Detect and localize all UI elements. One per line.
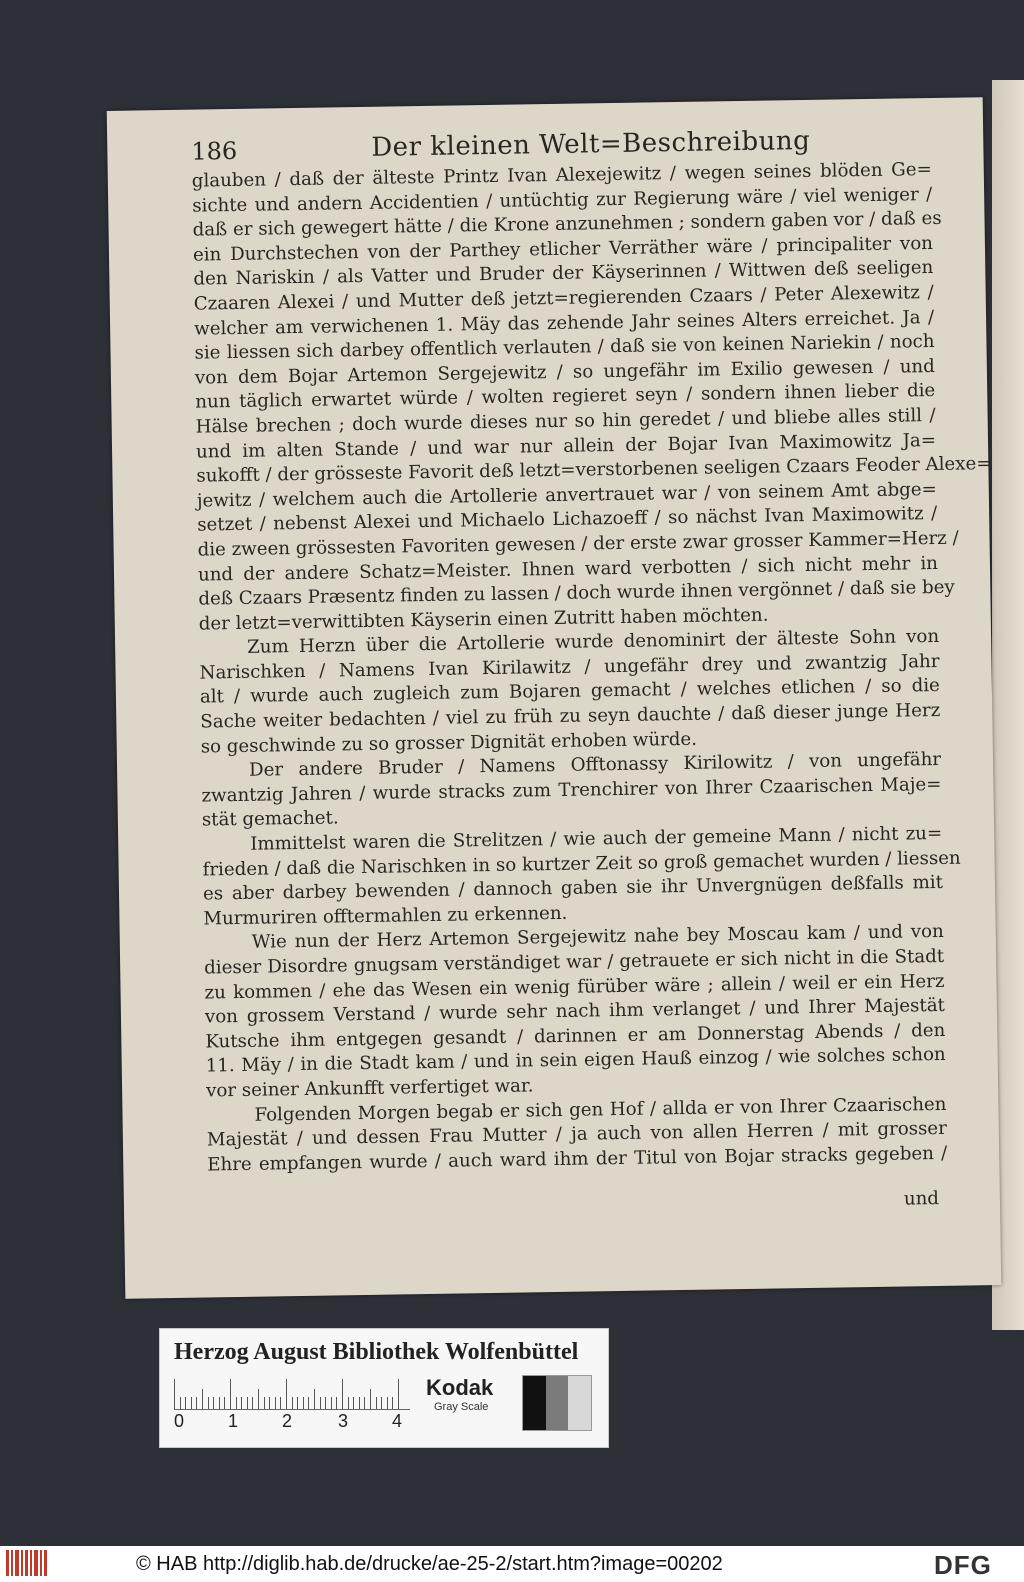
barcode-icon	[6, 1550, 48, 1576]
kodak-brand: Kodak	[426, 1375, 494, 1400]
library-color-card	[159, 1328, 609, 1448]
text-line: Sache weiter bedachten / viel zu früh zu seyn dauchte / daß dieser junge Herz	[200, 699, 941, 733]
ruler-tick	[370, 1389, 371, 1409]
ruler-tick	[219, 1397, 220, 1409]
copyright-url[interactable]: © HAB http://diglib.hab.de/drucke/ae-25-2/start.htm?image=00202	[136, 1553, 723, 1575]
ruler-tick	[252, 1397, 253, 1409]
catchword: und	[903, 1188, 940, 1210]
text-line: Kutsche ihm entgegen gesandt / darinnen er am Donnerstag Abends / den	[205, 1019, 946, 1053]
ruler-tick	[303, 1397, 304, 1409]
text-line: dieser Disordre gnugsam verständiget war / getrauete er sich nicht in die Stadt	[204, 945, 945, 979]
text-line: Hälse brechen ; doch wurde dieses nur so hin geredet / und bliebe alles still /	[195, 404, 936, 438]
ruler-tick	[224, 1397, 225, 1409]
ruler-tick	[258, 1389, 259, 1409]
gray-patch	[568, 1376, 591, 1430]
kodak-label	[426, 1375, 493, 1413]
body-text	[191, 158, 992, 1178]
text-line: nun täglich erwartet würde / wolten regieret seyn / sondern ihnen lieber die	[195, 380, 936, 413]
gray-scale-patches	[522, 1375, 592, 1431]
running-title: Der kleinen Welt=Beschreibung	[371, 125, 811, 163]
text-line: sukofft / der grösseste Favorit deß letzt=verstorbenen seeligen Czaars Feoder Alexe=	[196, 453, 992, 487]
text-line: die zween grössesten Favoriten gewesen / der erste zwar grosser Kammer=Herz /	[197, 527, 959, 561]
ruler-tick	[185, 1397, 186, 1409]
ruler-number: 2	[282, 1411, 293, 1431]
ruler-tick	[342, 1379, 343, 1409]
text-line: daß er sich gewegert hätte / die Krone anzunehmen ; sondern gaben vor / daß es	[192, 208, 942, 241]
book-page	[107, 97, 1002, 1299]
ruler-tick	[398, 1379, 399, 1409]
footer-bar	[0, 1546, 1024, 1582]
text-line: deß Czaars Præsentz finden zu lassen / doch wurde ihnen vergönnet / daß sie bey	[198, 576, 955, 610]
ruler-number: 3	[338, 1411, 349, 1431]
ruler-tick	[331, 1397, 332, 1409]
text-line: zu kommen / ehe das Wesen ein wenig fürüber wäre ; allein / weil er ein Herz	[204, 970, 945, 1004]
text-line: Der andere Bruder / Namens Offtonassy Kirilowitz / von ungefähr	[248, 749, 942, 782]
ruler-number: 1	[228, 1411, 239, 1431]
ruler-tick	[275, 1397, 276, 1409]
ruler-tick	[191, 1397, 192, 1409]
ruler-tick	[241, 1397, 242, 1409]
kodak-subtitle: Gray Scale	[434, 1401, 489, 1413]
text-line: frieden / daß die Narischken in so kurtzer Zeit so groß gemachet wurden / liessen	[202, 847, 961, 881]
ruler-tick	[320, 1397, 321, 1409]
ruler-tick	[292, 1397, 293, 1409]
text-line: Wie nun der Herz Artemon Sergejewitz nahe bey Moscau kam / und von	[251, 921, 944, 954]
ruler-tick	[196, 1397, 197, 1409]
ruler-tick	[236, 1397, 237, 1409]
ruler-tick	[325, 1397, 326, 1409]
text-line: 11. Mäy / in die Stadt kam / und in sein eigen Hauß einzog / wie solches schon	[205, 1044, 946, 1077]
text-line: von dem Bojar Artemon Sergejewitz / so ungefähr im Exilio gewesen / und	[194, 355, 936, 389]
ruler-number: 0	[174, 1411, 185, 1431]
page-number: 186	[191, 136, 238, 166]
ruler-number: 4	[392, 1411, 403, 1431]
ruler-tick	[247, 1397, 248, 1409]
text-line: Zum Herzn über die Artollerie wurde denominirt der älteste Sohn von	[247, 626, 940, 659]
text-line: und im alten Stande / und war nur allein der Bojar Ivan Maximowitz Ja=	[195, 429, 937, 463]
ruler-tick	[180, 1397, 181, 1409]
ruler-tick	[264, 1397, 265, 1409]
text-line: jewitz / welchem auch die Artollerie anvertrauet war / von seinem Amt abge=	[196, 478, 937, 512]
ruler-tick	[314, 1389, 315, 1409]
text-line: es aber darbey bewenden / dannoch gaben sie ihr Unvergnügen deßfalls mit	[202, 872, 944, 905]
text-line: alt / wurde auch zugleich zum Bojaren gemacht / welches etlichen / so die	[199, 675, 941, 709]
ruler-tick	[336, 1397, 337, 1409]
text-line: sie liessen sich darbey offentlich verlauten / daß sie von keinen Nariekin / noch	[194, 331, 935, 364]
dfg-logo: DFG	[934, 1550, 992, 1580]
ruler-tick	[387, 1397, 388, 1409]
ruler-tick	[381, 1397, 382, 1409]
ruler-tick	[392, 1397, 393, 1409]
text-line: den Nariskin / als Vatter und Bruder der Käyserinnen / Wittwen deß seeligen	[193, 257, 934, 290]
gray-patch	[523, 1376, 546, 1430]
text-line: Majestät / und dessen Frau Mutter / ja auch von allen Herren / mit grosser	[206, 1118, 947, 1151]
text-line: welcher am verwichenen 1. Mäy das zehende Jahr seines Alters erreichet. Ja /	[193, 306, 935, 340]
text-line: und der andere Schatz=Meister. Ihnen ward verbotten / sich nicht mehr in	[197, 552, 939, 586]
text-line: Czaaren Alexei / und Mutter deß jetzt=regierenden Czaars / Peter Alexewitz /	[193, 281, 934, 315]
gray-patch	[546, 1376, 569, 1430]
scale-ruler	[174, 1379, 410, 1410]
text-line: Ehre empfangen wurde / auch ward ihm der Titul von Bojar stracks gegeben /	[207, 1142, 948, 1176]
ruler-tick	[308, 1397, 309, 1409]
text-line: setzet / nebenst Alexei und Michaelo Lichazoeff / so nächst Ivan Maximowitz /	[197, 503, 938, 536]
ruler-tick	[376, 1397, 377, 1409]
text-line: Narischken / Namens Ivan Kirilawitz / ungefähr drey und zwantzig Jahr	[199, 650, 940, 684]
ruler-tick	[364, 1397, 365, 1409]
ruler-tick	[230, 1379, 231, 1409]
text-line: von grossem Verstand / wurde sehr nach ihm verlanget / und Ihrer Majestät	[204, 995, 946, 1028]
ruler-tick	[174, 1379, 175, 1409]
ruler-tick	[213, 1397, 214, 1409]
text-line: stät gemachet.	[201, 807, 339, 831]
ruler-tick	[208, 1397, 209, 1409]
text-line: zwantzig Jahren / wurde stracks zum Trenchirer von Ihrer Czaarischen Maje=	[201, 773, 942, 807]
text-line: Immittelst waren die Strelitzen / wie auch der gemeine Mann / nicht zu=	[250, 822, 943, 855]
text-line: ein Durchstechen von der Parthey etlicher Verräther wäre / principaliter von	[192, 232, 934, 266]
text-line: vor seiner Ankunfft verfertiget war.	[205, 1075, 534, 1102]
library-name: Herzog August Bibliothek Wolfenbüttel	[174, 1339, 579, 1365]
ruler-tick	[286, 1379, 287, 1409]
text-line: Murmuriren offtermahlen zu erkennen.	[203, 902, 568, 930]
ruler-tick	[297, 1397, 298, 1409]
text-line: der letzt=verwittibten Käyserin einen Zutritt haben möchten.	[198, 604, 769, 635]
ruler-tick	[353, 1397, 354, 1409]
text-line: sichte und andern Accidentien / untüchtig zur Regierung wäre / viel weniger /	[192, 183, 933, 217]
ruler-tick	[348, 1397, 349, 1409]
text-line: Folgenden Morgen begab er sich gen Hof / allda er von Ihrer Czaarischen	[254, 1093, 947, 1126]
text-line: so geschwinde zu so grosser Dignität erhoben würde.	[200, 728, 698, 758]
text-line: glauben / daß der älteste Printz Ivan Alexejewitz / wegen seines blöden Ge=	[191, 159, 932, 192]
ruler-tick	[269, 1397, 270, 1409]
ruler-tick	[202, 1389, 203, 1409]
ruler-tick	[359, 1397, 360, 1409]
ruler-tick	[280, 1397, 281, 1409]
